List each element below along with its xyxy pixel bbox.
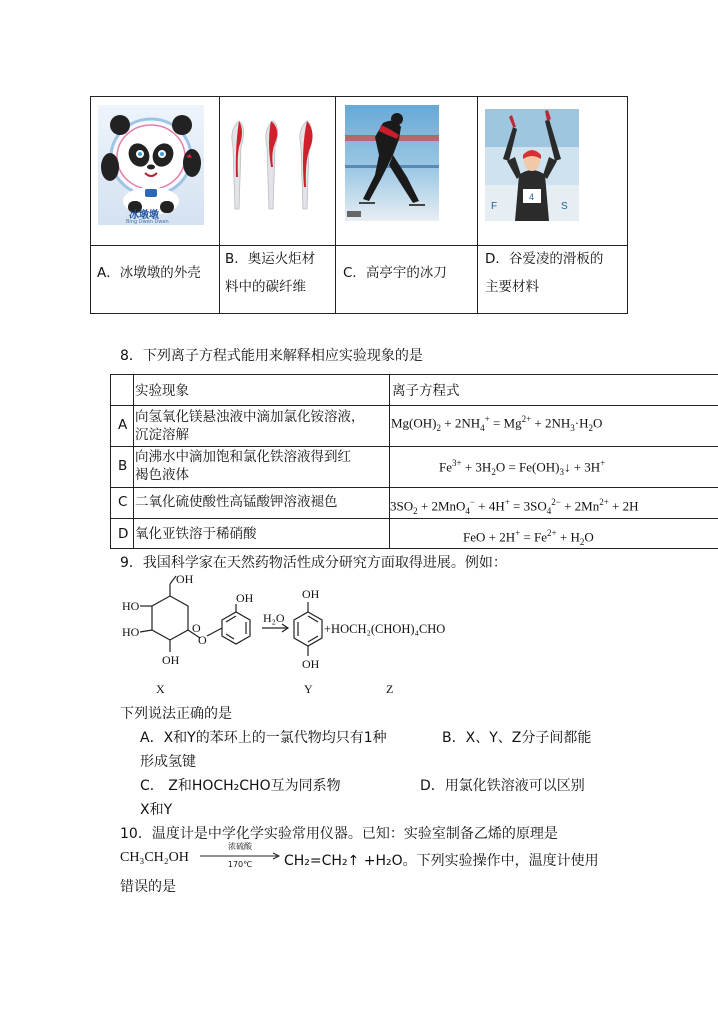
reaction-scheme	[118, 572, 478, 700]
image-subcaption: Bing Dwen Dwen	[126, 219, 169, 225]
product-z-formula: +HOCH₂(CHOH)₄CHO	[324, 622, 446, 636]
question-10-stem-line1: 10．温度计是中学化学实验常用仪器。已知：实验室制备乙烯的原理是	[120, 826, 558, 842]
svg-text:F: F	[491, 201, 498, 212]
question-9-stem: 9．我国科学家在天然药物活性成分研究方面取得进展。例如：	[120, 555, 507, 571]
option-d-line1: D．谷爱凌的滑板的	[485, 251, 604, 267]
table-divider	[111, 446, 718, 447]
option-d-continued: X和Y	[140, 802, 173, 818]
row-d-equation: FeO + $2H^+ = Fe^{2+} + H_2O$	[463, 528, 594, 547]
q8-equation-table	[110, 374, 718, 549]
row-c-phenomenon: 二氧化硫使酸性高锰酸钾溶液褪色	[135, 494, 338, 510]
table-divider	[111, 405, 718, 406]
reagent-label: H₂O	[263, 611, 285, 625]
row-d-phenomenon: 氧化亚铁溶于稀硝酸	[135, 526, 257, 542]
table-divider	[477, 97, 478, 313]
skier-image	[485, 109, 579, 221]
svg-text:HO: HO	[122, 599, 140, 613]
row-label: A	[118, 417, 128, 433]
table-divider	[219, 97, 220, 313]
question-10-stem-line3: 错误的是	[120, 879, 176, 895]
option-b: B．X、Y、Z分子间都能	[442, 730, 592, 746]
label-x: X	[156, 682, 165, 696]
question-8-stem: 8．下列离子方程式能用来解释相应实验现象的是	[120, 348, 423, 364]
row-b-equation: $Fe^{3+} + 3H_2O$ = $Fe(OH)_3↓ + 3H^+$	[439, 458, 606, 477]
row-a-equation: $Mg(OH)_2 + 2NH_4^+ = Mg^{2+} + 2NH_3\cdot H_2O$	[391, 414, 603, 433]
svg-text:O: O	[198, 633, 207, 647]
svg-text:O: O	[192, 621, 201, 635]
option-a: A．X和Y的苯环上的一氯代物均只有1种	[140, 730, 387, 746]
question-9-prompt: 下列说法正确的是	[120, 706, 232, 722]
header-phenomenon: 实验现象	[135, 383, 189, 399]
row-b-phenomenon-1: 向沸水中滴加饱和氯化铁溶液得到红	[135, 449, 351, 465]
option-b-line1: B．奥运火炬材	[225, 251, 316, 267]
image-caption: 冰墩墩	[129, 210, 159, 221]
label-z: Z	[386, 682, 394, 696]
reaction-products: CH₂=CH₂↑ +H₂O。下列实验操作中，温度计使用	[284, 853, 599, 869]
label-y: Y	[304, 682, 313, 696]
reaction-condition-bottom: 170℃	[227, 860, 253, 869]
svg-text:OH: OH	[176, 572, 194, 586]
svg-text:OH: OH	[236, 591, 254, 605]
table-divider	[389, 375, 390, 548]
table-divider	[335, 97, 336, 313]
olympic-torch-image	[227, 117, 327, 213]
table-divider	[111, 487, 718, 488]
reaction-arrow-icon	[200, 852, 282, 860]
header-equation: 离子方程式	[392, 383, 460, 399]
option-c: C． Z和HOCH₂CHO互为同系物	[140, 778, 341, 794]
svg-text:4: 4	[529, 192, 535, 202]
option-c-text: C．高亭宇的冰刀	[343, 265, 447, 281]
row-label: B	[118, 458, 128, 474]
reaction-reactant: CH₃CH₂OH	[120, 850, 189, 865]
row-label: D	[118, 526, 129, 542]
option-b-line2: 料中的碳纤维	[225, 279, 306, 295]
row-a-phenomenon-2: 沉淀溶解	[135, 427, 189, 443]
option-d-line2: 主要材料	[485, 279, 539, 295]
table-divider	[133, 375, 134, 548]
svg-text:HO: HO	[122, 625, 140, 639]
option-b-continued: 形成氢键	[140, 754, 196, 770]
row-c-equation: $3SO_2 + 2MnO_4^- + 4H^+ = 3SO_4^{2-} + 2Mn^{2+} + 2H$	[390, 497, 639, 516]
option-a-text: A．冰墩墩的外壳	[97, 265, 201, 281]
svg-text:S: S	[561, 201, 568, 212]
svg-text:OH: OH	[302, 587, 320, 601]
row-b-phenomenon-2: 褐色液体	[135, 467, 189, 483]
option-d: D．用氯化铁溶液可以区别	[420, 778, 585, 794]
svg-text:OH: OH	[162, 653, 180, 667]
reaction-condition-top: 浓硫酸	[228, 842, 252, 851]
row-label: C	[118, 494, 128, 510]
speed-skater-image	[345, 105, 439, 221]
row-a-phenomenon-1: 向氢氧化镁悬浊液中滴加氯化铵溶液，	[135, 409, 365, 425]
svg-text:OH: OH	[302, 657, 320, 671]
q7-options-table	[90, 96, 628, 314]
